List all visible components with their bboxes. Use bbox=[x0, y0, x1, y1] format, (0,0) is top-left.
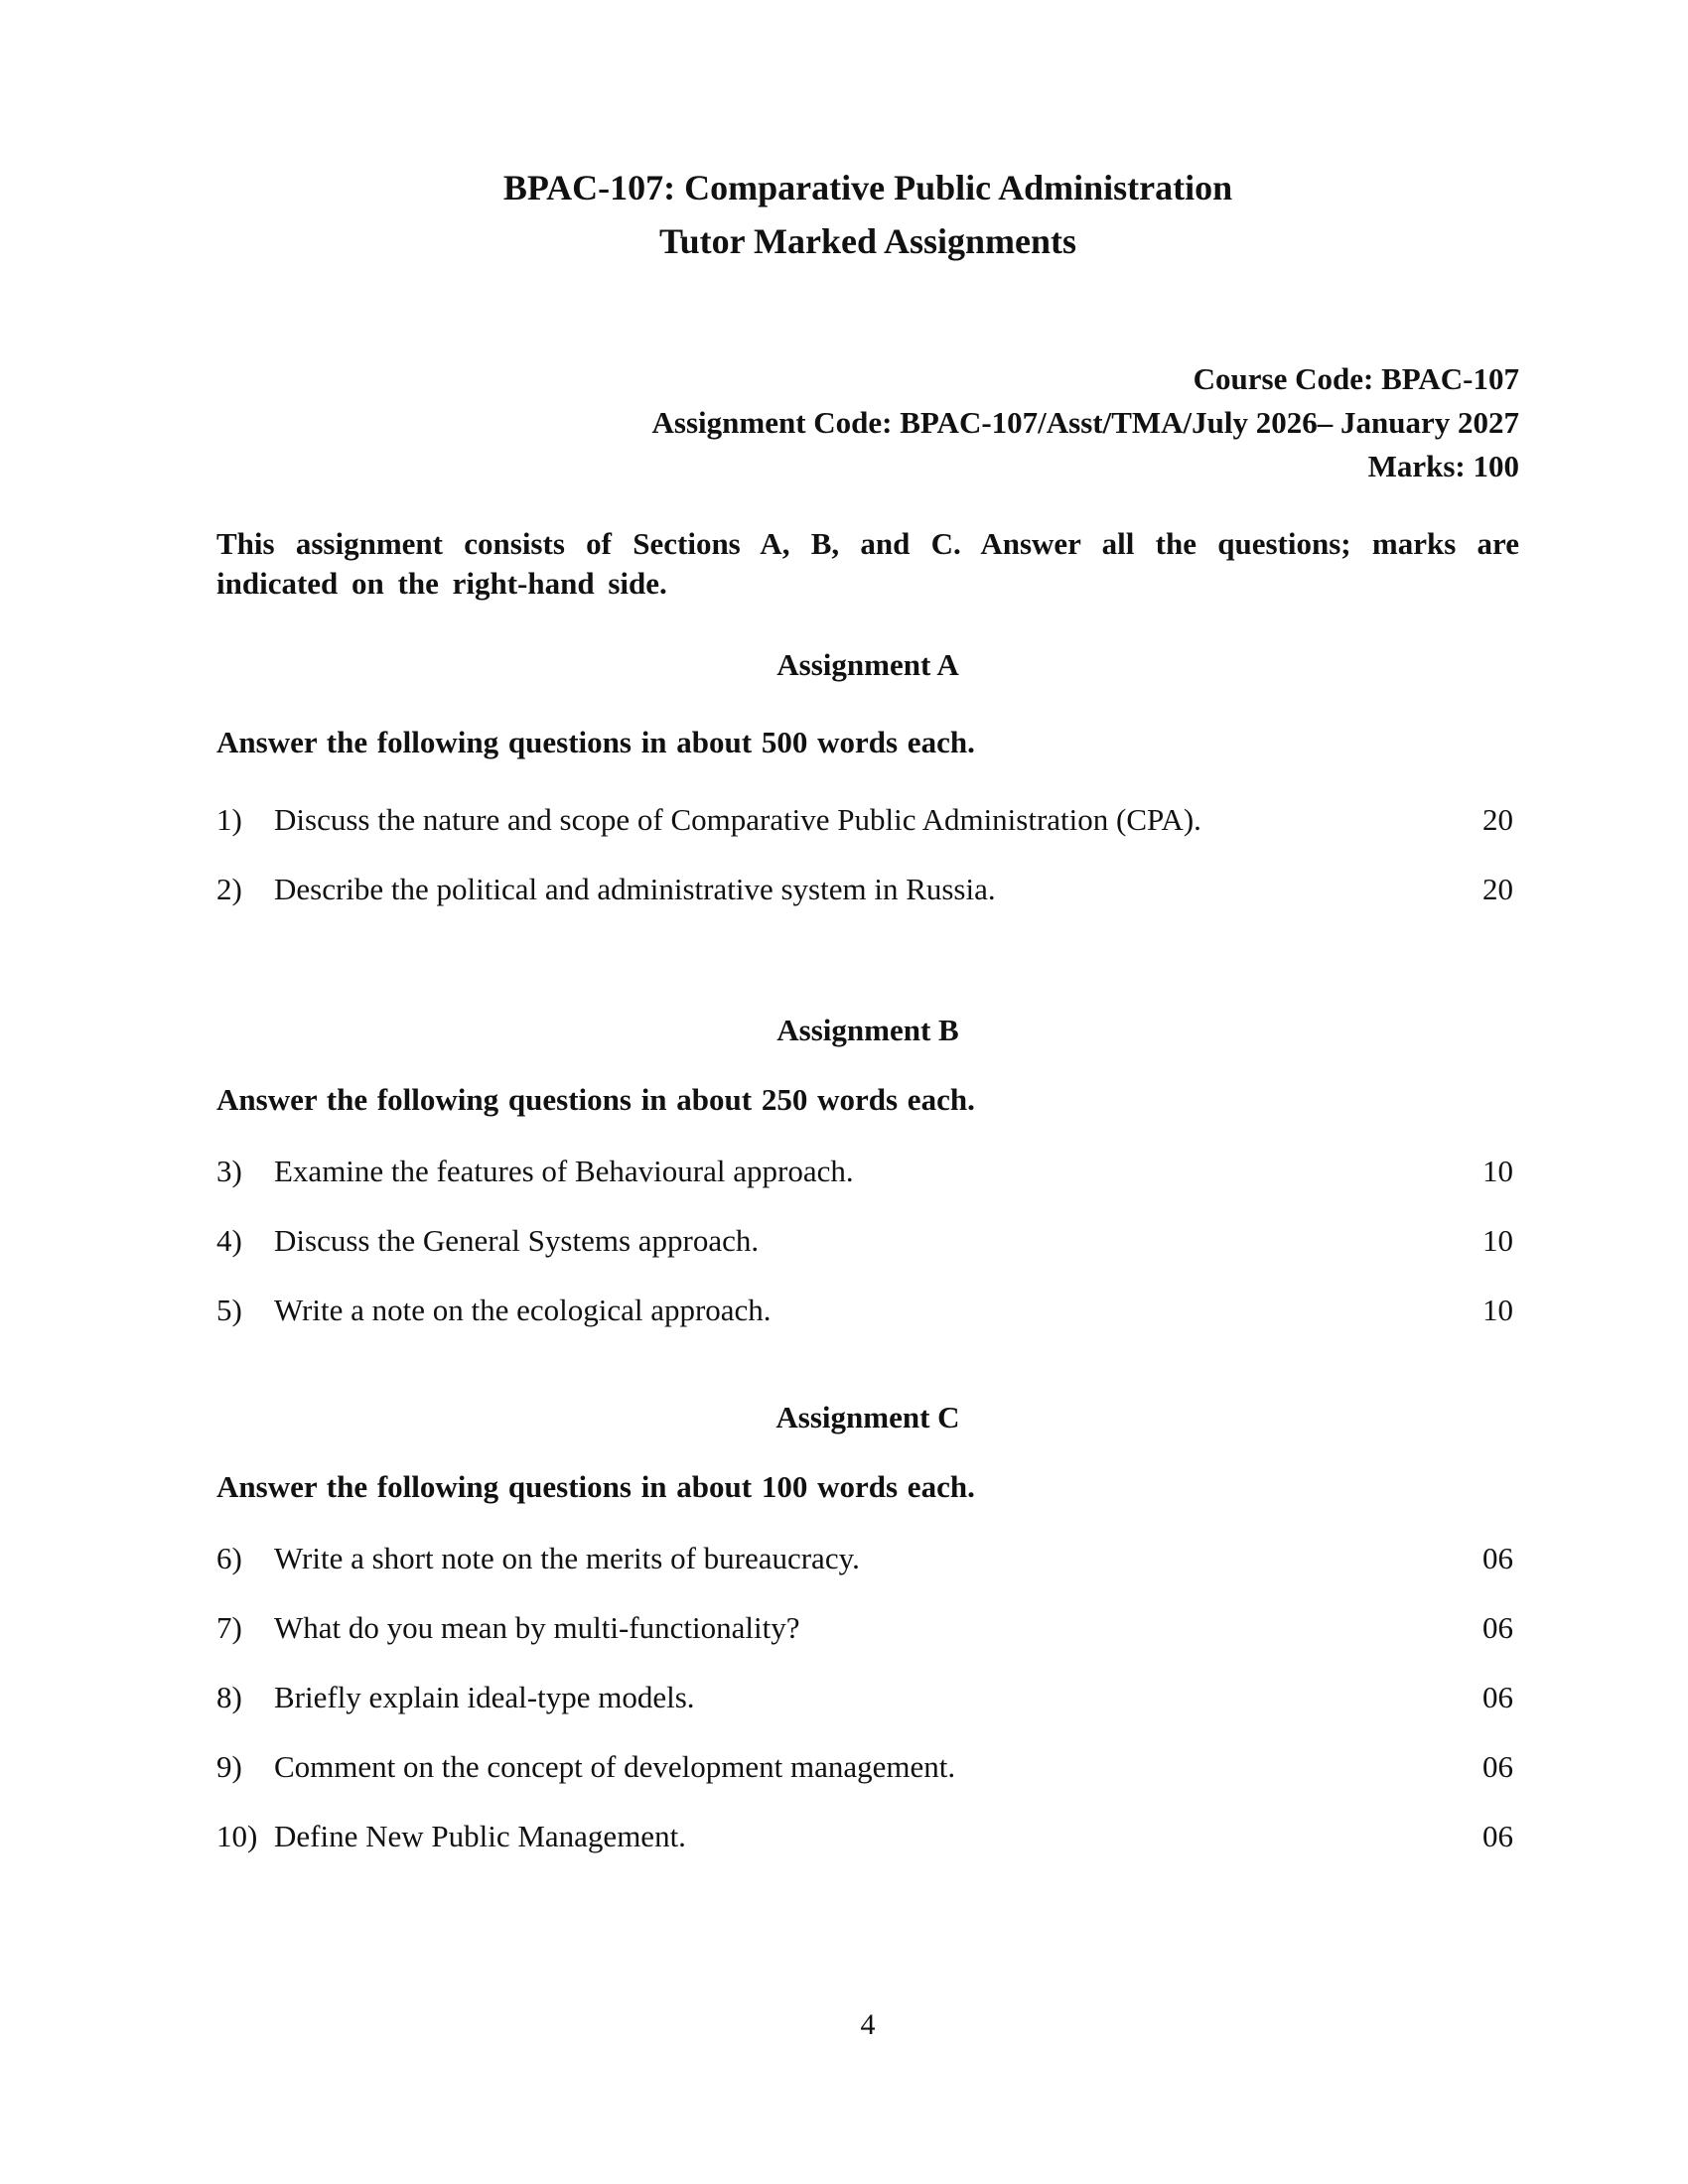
question-text: Discuss the nature and scope of Comparative Public Administration (CPA). bbox=[274, 802, 1201, 837]
page-number: 4 bbox=[860, 2008, 876, 2041]
question-text: Briefly explain ideal-type models. bbox=[274, 1680, 695, 1714]
question-text: Describe the political and administrative system in Russia. bbox=[274, 872, 996, 906]
total-marks: Marks: 100 bbox=[1367, 449, 1519, 483]
question-text: Discuss the General Systems approach. bbox=[274, 1223, 760, 1258]
question-text: Define New Public Management. bbox=[274, 1819, 686, 1853]
document-subtitle: Tutor Marked Assignments bbox=[658, 221, 1077, 261]
question-text: Examine the features of Behavioural approach. bbox=[274, 1154, 854, 1188]
section-b-instruction: Answer the following questions in about 250 words each. bbox=[216, 1082, 975, 1117]
question-marks: 20 bbox=[1482, 802, 1513, 837]
question-number: 7) bbox=[216, 1610, 242, 1645]
section-a-heading: Assignment A bbox=[776, 647, 959, 682]
question-number: 6) bbox=[216, 1541, 242, 1575]
question-number: 8) bbox=[216, 1680, 242, 1714]
question-number: 4) bbox=[216, 1223, 242, 1258]
question-number: 5) bbox=[216, 1293, 242, 1327]
question-number: 10) bbox=[216, 1819, 258, 1853]
question-marks: 10 bbox=[1482, 1223, 1513, 1258]
question-text: Write a note on the ecological approach. bbox=[274, 1293, 772, 1327]
question-number: 3) bbox=[216, 1154, 242, 1188]
question-number: 1) bbox=[216, 802, 242, 837]
question-marks: 06 bbox=[1482, 1610, 1513, 1645]
question-marks: 10 bbox=[1482, 1154, 1513, 1188]
course-info-block bbox=[216, 357, 1519, 488]
question-number: 9) bbox=[216, 1749, 242, 1784]
question-marks: 06 bbox=[1482, 1541, 1513, 1575]
title-block bbox=[216, 161, 1519, 268]
document-title: BPAC-107: Comparative Public Administration bbox=[502, 168, 1233, 207]
assignment-code: Assignment Code: BPAC-107/Asst/TMA/July 2026– January 2027 bbox=[651, 405, 1519, 440]
question-text: Comment on the concept of development management. bbox=[274, 1749, 956, 1784]
section-a-instruction: Answer the following questions in about 500 words each. bbox=[216, 725, 975, 759]
question-marks: 06 bbox=[1482, 1819, 1513, 1853]
question-marks: 06 bbox=[1482, 1749, 1513, 1784]
question-text: What do you mean by multi-functionality? bbox=[274, 1610, 800, 1645]
course-code: Course Code: BPAC-107 bbox=[1193, 361, 1519, 396]
section-c-instruction: Answer the following questions in about 100 words each. bbox=[216, 1469, 975, 1504]
section-b-heading: Assignment B bbox=[776, 1013, 959, 1047]
question-marks: 10 bbox=[1482, 1293, 1513, 1327]
question-marks: 20 bbox=[1482, 872, 1513, 906]
question-text: Write a short note on the merits of bureaucracy. bbox=[274, 1541, 860, 1575]
intro-paragraph: This assignment consists of Sections A, B, and C. Answer all the questions; marks are indicated on the right-hand side. bbox=[216, 526, 1519, 601]
question-marks: 06 bbox=[1482, 1680, 1513, 1714]
question-number: 2) bbox=[216, 872, 242, 906]
section-c-heading: Assignment C bbox=[775, 1400, 960, 1434]
